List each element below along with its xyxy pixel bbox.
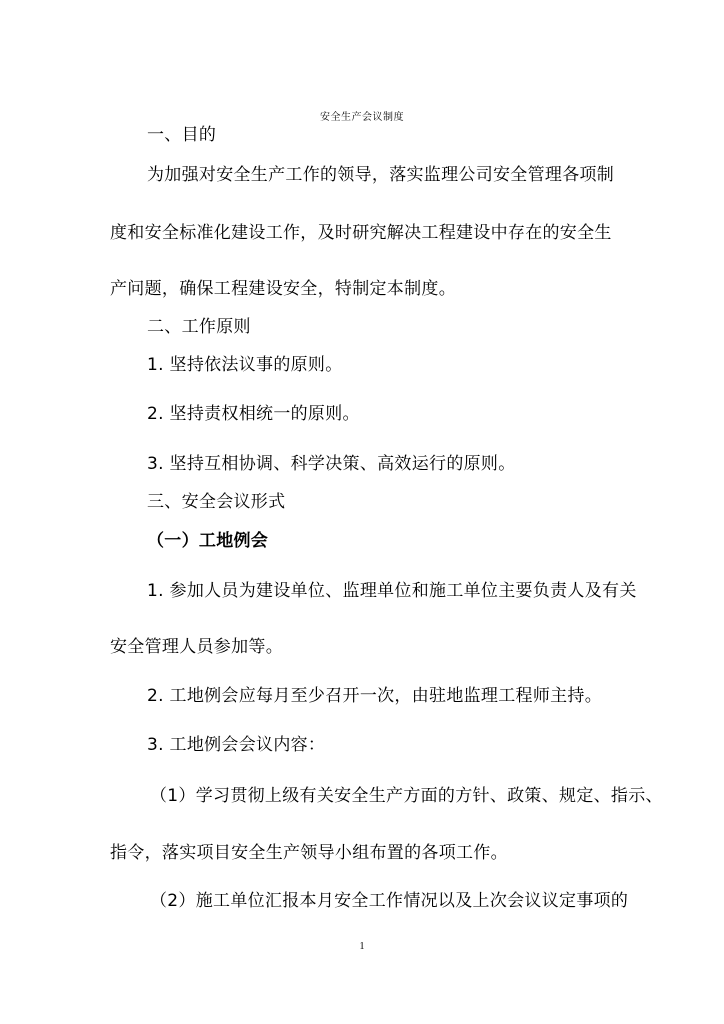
paragraph-line: 产问题，确保工程建设安全，特制定本制度。 [110, 279, 456, 299]
list-item: 1. 坚持依法议事的原则。 [147, 355, 343, 375]
paragraph-line: （2）施工单位汇报本月安全工作情况以及上次会议议定事项的 [150, 891, 629, 911]
paragraph-line: 1. 参加人员为建设单位、监理单位和施工单位主要负责人及有关 [147, 581, 637, 601]
page-number: 1 [359, 941, 365, 952]
section-heading-meeting-forms: 三、安全会议形式 [147, 492, 286, 512]
section-heading-purpose: 一、目的 [147, 125, 217, 145]
list-item: 2. 坚持责权相统一的原则。 [147, 404, 360, 424]
subsection-heading-site-meeting: （一）工地例会 [147, 531, 269, 551]
page-header-title: 安全生产会议制度 [320, 112, 404, 123]
list-item: 3. 工地例会会议内容： [147, 735, 326, 755]
list-item: 2. 工地例会应每月至少召开一次，由驻地监理工程师主持。 [147, 686, 603, 706]
paragraph-line: 度和安全标准化建设工作，及时研究解决工程建设中存在的安全生 [110, 223, 612, 243]
paragraph-line: （1）学习贯彻上级有关安全生产方面的方针、政策、规定、指示、 [150, 786, 663, 806]
section-heading-principles: 二、工作原则 [147, 317, 251, 337]
paragraph-line: 安全管理人员参加等。 [110, 637, 283, 657]
paragraph-line: 指令，落实项目安全生产领导小组布置的各项工作。 [110, 843, 508, 863]
paragraph-line: 为加强对安全生产工作的领导，落实监理公司安全管理各项制 [147, 165, 615, 185]
list-item: 3. 坚持互相协调、科学决策、高效运行的原则。 [147, 454, 516, 474]
